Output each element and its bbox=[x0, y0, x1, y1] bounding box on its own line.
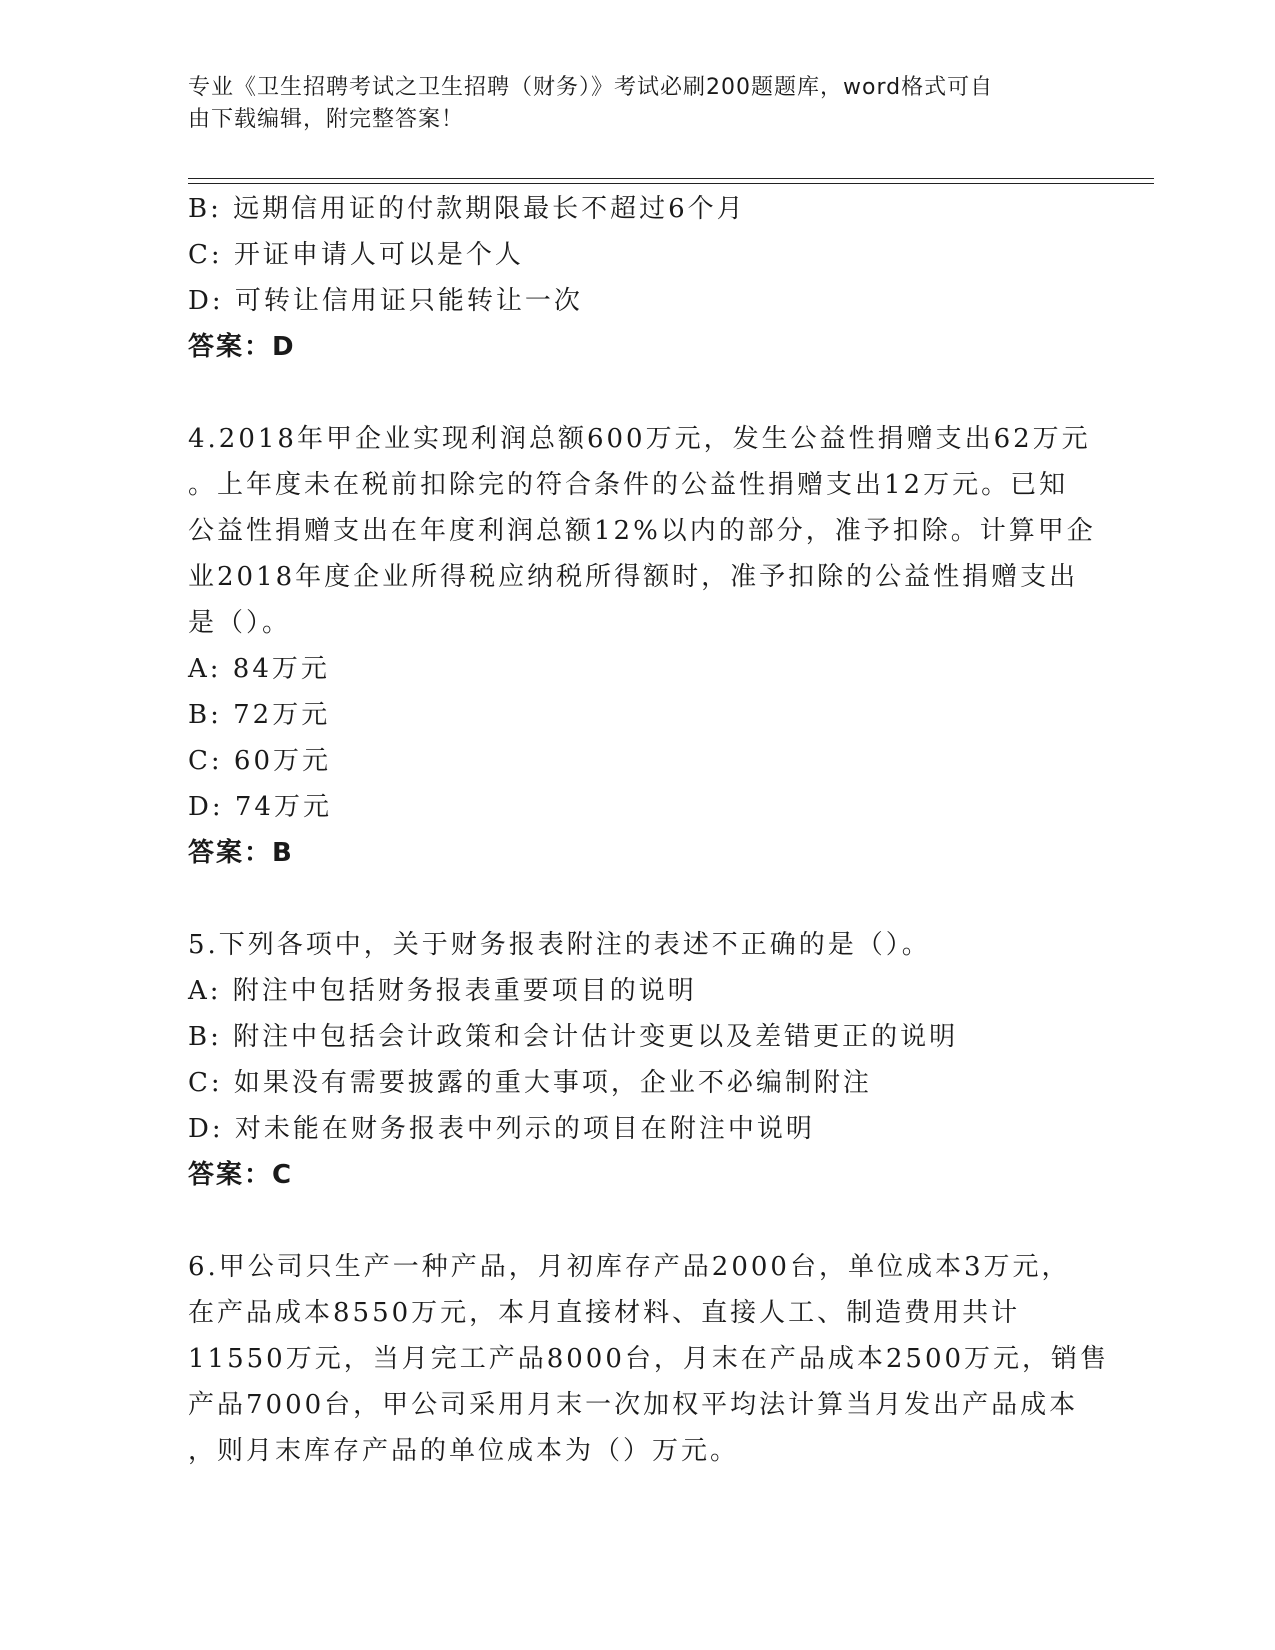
q6-stem-line-2: 在产品成本8550万元，本月直接材料、直接人工、制造费用共计 bbox=[188, 1298, 1021, 1328]
header-line-2: 由下载编辑，附完整答案！ bbox=[188, 107, 465, 132]
question-list bbox=[188, 186, 1110, 1474]
header-divider-bottom bbox=[188, 183, 1154, 184]
q6-stem-line-4: 产品7000台，甲公司采用月末一次加权平均法计算当月发出产品成本 bbox=[188, 1390, 1079, 1420]
q5-option-a: A: 附注中包括财务报表重要项目的说明 bbox=[188, 976, 697, 1006]
question-6 bbox=[188, 1244, 1110, 1474]
q4-stem-line-2: 。上年度未在税前扣除完的符合条件的公益性捐赠支出12万元。已知 bbox=[188, 470, 1069, 500]
q4-stem-line-1: 4.2018年甲企业实现利润总额600万元，发生公益性捐赠支出62万元 bbox=[188, 424, 1091, 454]
question-4 bbox=[188, 416, 1096, 876]
document-header bbox=[188, 72, 1088, 136]
q3-option-c: C: 开证申请人可以是个人 bbox=[188, 240, 524, 270]
q6-stem-line-3: 11550万元，当月完工产品8000台，月末在产品成本2500万元，销售 bbox=[188, 1344, 1110, 1374]
q6-stem-line-5: ，则月末库存产品的单位成本为（）万元。 bbox=[188, 1436, 740, 1466]
q5-option-d: D: 对未能在财务报表中列示的项目在附注中说明 bbox=[188, 1114, 815, 1144]
header-divider-top bbox=[188, 178, 1154, 179]
q4-option-c: C: 60万元 bbox=[188, 746, 332, 776]
q3-option-b: B: 远期信用证的付款期限最长不超过6个月 bbox=[188, 194, 746, 224]
q4-stem-line-5: 是（）。 bbox=[188, 608, 292, 638]
q5-answer: 答案：C bbox=[188, 1160, 294, 1190]
q5-option-c: C: 如果没有需要披露的重大事项，企业不必编制附注 bbox=[188, 1068, 872, 1098]
q4-option-b: B: 72万元 bbox=[188, 700, 331, 730]
q4-stem-line-4: 业2018年度企业所得税应纳税所得额时，准予扣除的公益性捐赠支出 bbox=[188, 562, 1079, 592]
header-line-1: 专业《卫生招聘考试之卫生招聘（财务）》考试必刷200题题库，word格式可自 bbox=[188, 75, 994, 100]
spacer bbox=[188, 370, 1088, 416]
question-5 bbox=[188, 922, 1088, 1198]
q3-option-d: D: 可转让信用证只能转让一次 bbox=[188, 286, 583, 316]
q4-answer: 答案：B bbox=[188, 838, 294, 868]
spacer bbox=[188, 876, 1088, 922]
q4-stem-line-3: 公益性捐赠支出在年度利润总额12%以内的部分，准予扣除。计算甲企 bbox=[188, 516, 1096, 546]
q6-stem-line-1: 6.甲公司只生产一种产品，月初库存产品2000台，单位成本3万元， bbox=[188, 1252, 1071, 1282]
question-3-tail bbox=[188, 186, 1088, 370]
q5-stem-line-1: 5.下列各项中，关于财务报表附注的表述不正确的是（）。 bbox=[188, 930, 931, 960]
spacer bbox=[188, 1198, 1088, 1244]
q4-option-a: A: 84万元 bbox=[188, 654, 330, 684]
q5-option-b: B: 附注中包括会计政策和会计估计变更以及差错更正的说明 bbox=[188, 1022, 959, 1052]
q4-option-d: D: 74万元 bbox=[188, 792, 332, 822]
q3-answer: 答案：D bbox=[188, 332, 296, 362]
